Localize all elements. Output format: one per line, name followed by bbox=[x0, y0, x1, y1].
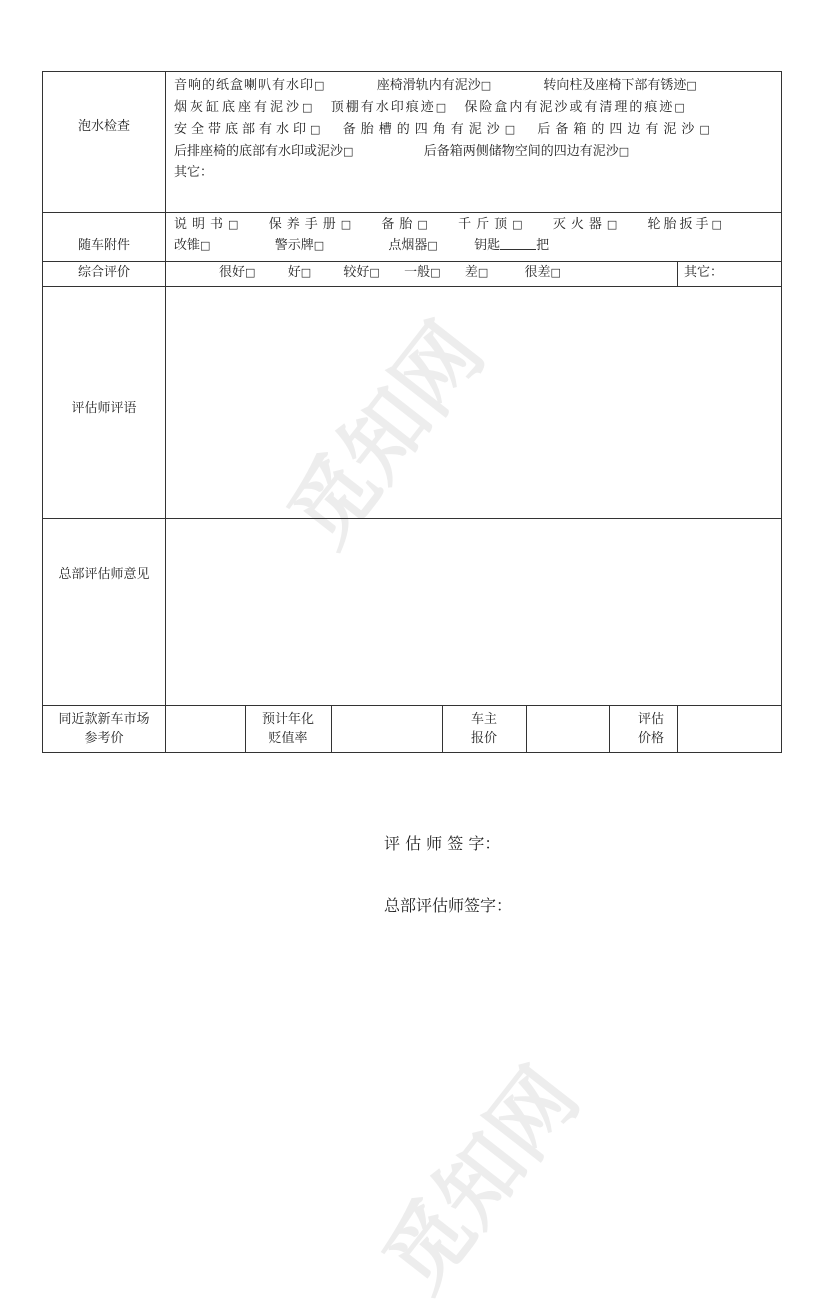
option-text: 很差 bbox=[524, 265, 551, 280]
item-text: 保养手册 bbox=[268, 217, 341, 232]
checkbox[interactable]: □ bbox=[435, 101, 447, 114]
checkbox[interactable]: □ bbox=[310, 123, 321, 136]
overall-label: 综合评价 bbox=[77, 265, 130, 280]
flood-check-line-3 bbox=[174, 120, 710, 140]
item-text: 改锥 bbox=[174, 238, 201, 253]
option-text: 一般 bbox=[404, 265, 431, 280]
hq-appraiser-signature-field[interactable] bbox=[530, 890, 730, 916]
checkbox[interactable]: □ bbox=[314, 79, 325, 92]
checkbox[interactable]: □ bbox=[711, 218, 722, 231]
appraiser-comment-label: 评估师评语 bbox=[71, 401, 137, 416]
label-line: 车主 bbox=[470, 712, 497, 727]
item-text: 点烟器 bbox=[388, 238, 428, 253]
accessories-line-1 bbox=[174, 215, 722, 235]
key-count-field[interactable] bbox=[500, 236, 536, 250]
item-text: 备胎槽的四角有泥沙 bbox=[342, 122, 505, 137]
hq-opinion-label: 总部评估师意见 bbox=[58, 567, 150, 582]
flood-check-other: 其它： bbox=[174, 165, 214, 180]
item-text: 转向柱及座椅下部有锈迹 bbox=[543, 78, 687, 93]
key-unit: 把 bbox=[536, 238, 550, 253]
watermark: 觅知网 bbox=[269, 305, 503, 564]
item-text: 顶棚有水印痕迹 bbox=[330, 100, 436, 115]
label-line: 参考价 bbox=[84, 731, 124, 746]
market-price-field[interactable] bbox=[167, 707, 244, 752]
accessories-label: 随车附件 bbox=[77, 238, 130, 253]
label-line: 预计年化 bbox=[261, 712, 314, 727]
item-text: 千斤顶 bbox=[458, 217, 513, 232]
checkbox[interactable]: □ bbox=[369, 266, 380, 279]
column-divider bbox=[677, 261, 678, 286]
item-text: 后排座椅的底部有水印或泥沙 bbox=[174, 144, 344, 159]
option-text: 好 bbox=[287, 265, 301, 280]
checkbox[interactable]: □ bbox=[300, 266, 312, 279]
column-divider bbox=[331, 705, 332, 753]
depreciation-label bbox=[245, 710, 331, 748]
checkbox[interactable]: □ bbox=[245, 266, 256, 279]
checkbox[interactable]: □ bbox=[427, 239, 438, 252]
overall-other: 其它： bbox=[684, 265, 724, 280]
appraiser-comment-field[interactable] bbox=[167, 288, 781, 517]
checkbox[interactable]: □ bbox=[512, 218, 523, 231]
label-line: 贬值率 bbox=[268, 731, 308, 746]
checkbox[interactable]: □ bbox=[606, 218, 618, 231]
column-divider bbox=[526, 705, 527, 753]
item-text: 后备箱的四边有泥沙 bbox=[537, 122, 700, 137]
owner-price-field[interactable] bbox=[528, 707, 608, 752]
item-text: 安全带底部有水印 bbox=[174, 122, 311, 137]
key-label: 钥匙 bbox=[474, 238, 501, 253]
item-text: 烟灰缸底座有泥沙 bbox=[174, 100, 303, 115]
row-divider bbox=[42, 705, 782, 706]
flood-check-line-1 bbox=[174, 76, 697, 96]
checkbox[interactable]: □ bbox=[343, 145, 354, 158]
appraised-price-field[interactable] bbox=[679, 707, 781, 752]
checkbox[interactable]: □ bbox=[228, 218, 239, 231]
checkbox[interactable]: □ bbox=[477, 266, 489, 279]
item-text: 座椅滑轨内有泥沙 bbox=[376, 78, 481, 93]
label-line: 价格 bbox=[637, 731, 664, 746]
item-text: 后备箱两侧储物空间的四边有泥沙 bbox=[423, 144, 619, 159]
accessories-line-2 bbox=[174, 236, 549, 256]
checkbox[interactable]: □ bbox=[417, 218, 428, 231]
hq-opinion-field[interactable] bbox=[167, 520, 781, 704]
item-text: 警示牌 bbox=[274, 238, 314, 253]
flood-check-line-4 bbox=[174, 142, 629, 162]
item-text: 音响的纸盒喇叭有水印 bbox=[174, 78, 315, 93]
checkbox[interactable]: □ bbox=[686, 79, 697, 92]
checkbox[interactable]: □ bbox=[302, 101, 313, 114]
row-divider bbox=[42, 261, 782, 262]
market-price-label bbox=[42, 710, 166, 748]
checkbox[interactable]: □ bbox=[313, 239, 325, 252]
item-text: 备胎 bbox=[381, 217, 418, 232]
checkbox[interactable]: □ bbox=[430, 266, 441, 279]
item-text: 说明书 bbox=[174, 217, 229, 232]
checkbox[interactable]: □ bbox=[504, 123, 516, 136]
checkbox[interactable]: □ bbox=[340, 218, 352, 231]
option-text: 差 bbox=[464, 265, 478, 280]
item-text: 轮胎扳手 bbox=[647, 217, 712, 232]
flood-check-label: 泡水检查 bbox=[77, 119, 130, 134]
hq-appraiser-signature-label: 总部评估师签字： bbox=[384, 896, 513, 915]
checkbox[interactable]: □ bbox=[699, 123, 710, 136]
owner-price-label bbox=[442, 710, 526, 748]
appraiser-signature-field[interactable] bbox=[530, 828, 730, 854]
row-divider bbox=[42, 212, 782, 213]
checkbox[interactable]: □ bbox=[480, 79, 492, 92]
option-text: 很好 bbox=[219, 265, 246, 280]
watermark-bottom: 觅知网 bbox=[364, 1050, 598, 1309]
depreciation-field[interactable] bbox=[333, 707, 441, 752]
checkbox[interactable]: □ bbox=[674, 101, 685, 114]
row-divider bbox=[42, 286, 782, 287]
overall-options bbox=[219, 263, 561, 283]
flood-check-line-2 bbox=[174, 98, 685, 118]
checkbox[interactable]: □ bbox=[200, 239, 211, 252]
label-line: 同近款新车市场 bbox=[58, 712, 150, 727]
row-divider bbox=[42, 518, 782, 519]
label-line: 评估 bbox=[637, 712, 664, 727]
option-text: 较好 bbox=[343, 265, 370, 280]
appraiser-signature-label: 评 估 师 签 字： bbox=[384, 834, 501, 853]
checkbox[interactable]: □ bbox=[550, 266, 561, 279]
item-text: 保险盒内有泥沙或有清理的痕迹 bbox=[464, 100, 675, 115]
item-text: 灭火器 bbox=[552, 217, 607, 232]
label-line: 报价 bbox=[470, 731, 497, 746]
checkbox[interactable]: □ bbox=[618, 145, 630, 158]
